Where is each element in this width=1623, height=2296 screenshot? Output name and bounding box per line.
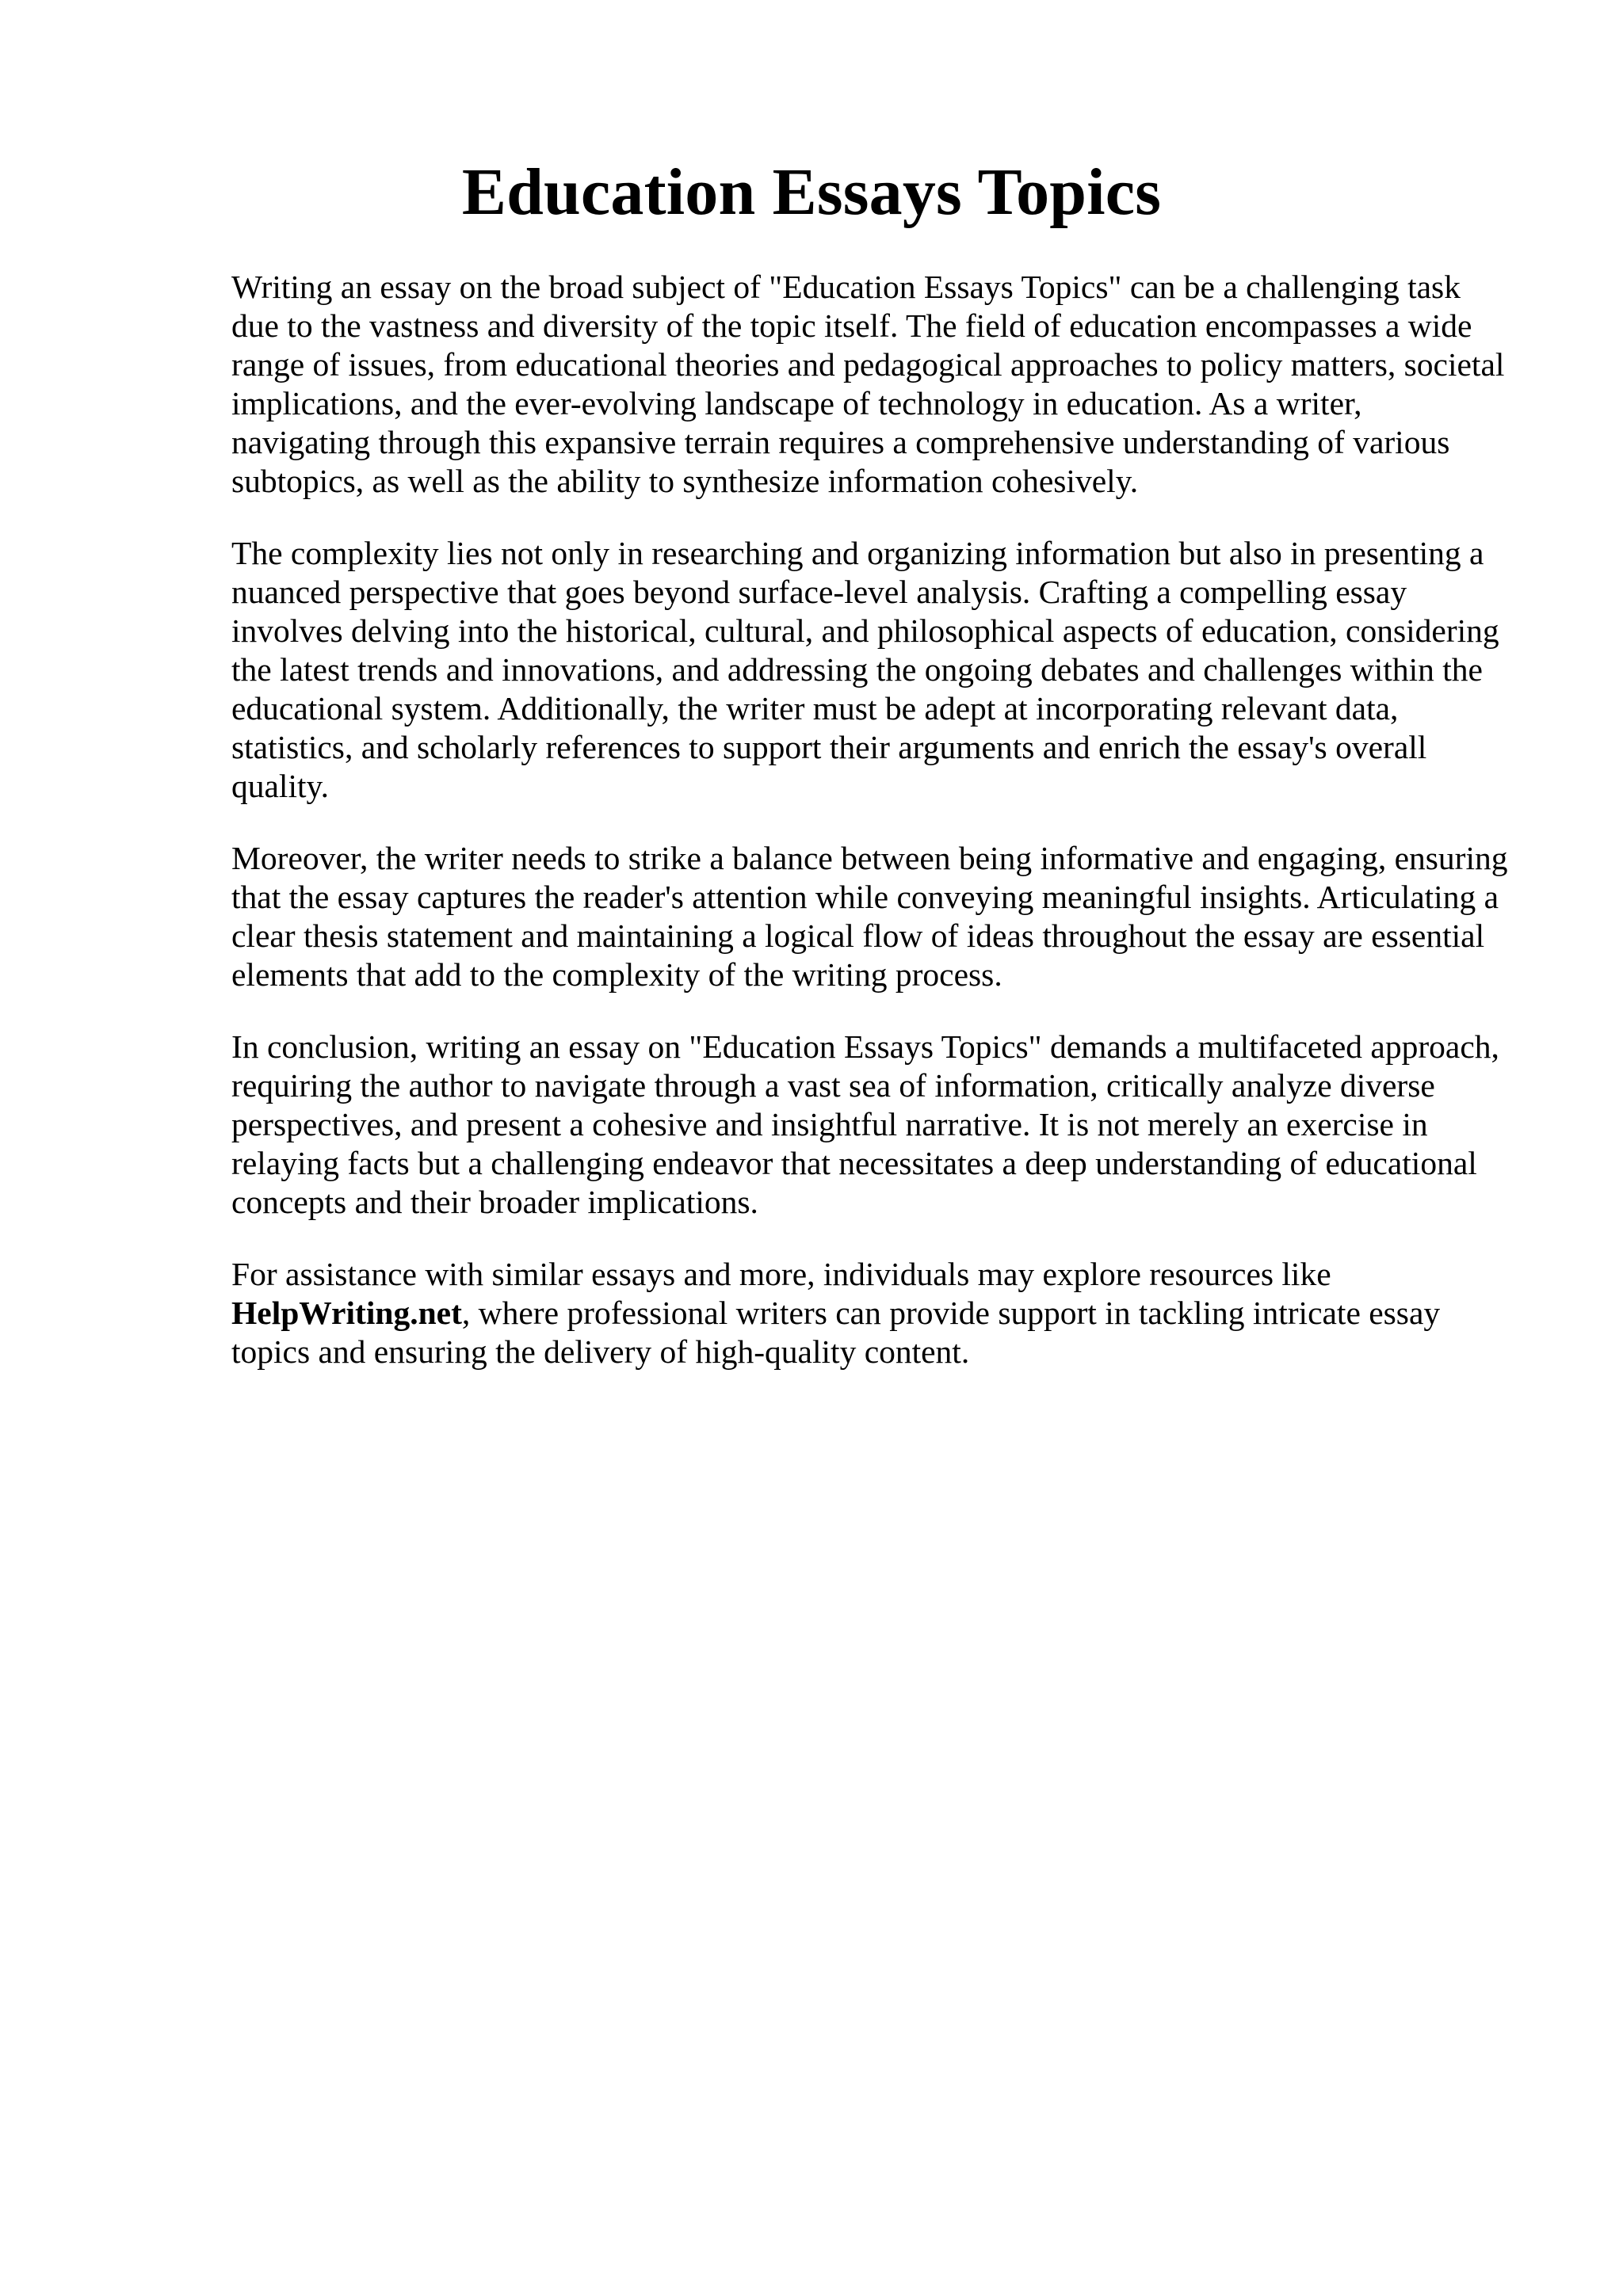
- text-line: elements that add to the complexity of the writing process.: [231, 956, 1002, 993]
- document-title: Education Essays Topics: [461, 155, 1162, 229]
- text-line: the latest trends and innovations, and addressing the ongoing debates and challenges within the: [231, 651, 1483, 688]
- paragraph-complexity: [231, 534, 1515, 806]
- document-body: [231, 268, 1515, 1405]
- text-line: topics and ensuring the delivery of high-quality content.: [231, 1333, 970, 1370]
- text-line: implications, and the ever-evolving landscape of technology in education. As a writer,: [231, 385, 1362, 421]
- text-line: statistics, and scholarly references to support their arguments and enrich the essay's overall: [231, 729, 1427, 765]
- text-line-with-link: [231, 1294, 1515, 1333]
- text-line: clear thesis statement and maintaining a logical flow of ideas throughout the essay are essential: [231, 917, 1485, 954]
- text-line: In conclusion, writing an essay on "Education Essays Topics" demands a multifaceted approach,: [231, 1028, 1499, 1065]
- text-line: nuanced perspective that goes beyond surface-level analysis. Crafting a compelling essay: [231, 574, 1407, 610]
- text-line: involves delving into the historical, cultural, and philosophical aspects of education, considering: [231, 612, 1499, 649]
- text-line: Writing an essay on the broad subject of "Education Essays Topics" can be a challenging task: [231, 269, 1461, 305]
- text-line: due to the vastness and diversity of the topic itself. The field of education encompasses a wide: [231, 307, 1472, 344]
- text-line: quality.: [231, 768, 329, 804]
- text-line: The complexity lies not only in researching and organizing information but also in presenting a: [231, 535, 1484, 571]
- text-line: For assistance with similar essays and more, individuals may explore resources like: [231, 1256, 1331, 1292]
- paragraph-conclusion: [231, 1028, 1515, 1222]
- paragraph-intro: [231, 268, 1515, 501]
- text-line: educational system. Additionally, the writer must be adept at incorporating relevant data,: [231, 690, 1399, 727]
- text-line: requiring the author to navigate through a vast sea of information, critically analyze diverse: [231, 1067, 1435, 1104]
- paragraph-balance: [231, 839, 1515, 994]
- text-line: navigating through this expansive terrain requires a comprehensive understanding of various: [231, 424, 1450, 460]
- text-line: Moreover, the writer needs to strike a balance between being informative and engaging, ensuring: [231, 840, 1508, 876]
- helpwriting-link[interactable]: HelpWriting.net: [231, 1295, 462, 1331]
- text-line: perspectives, and present a cohesive and insightful narrative. It is not merely an exercise in: [231, 1106, 1428, 1142]
- text-line: subtopics, as well as the ability to synthesize information cohesively.: [231, 463, 1139, 499]
- text-line: concepts and their broader implications.: [231, 1184, 758, 1220]
- paragraph-closing: [231, 1255, 1515, 1371]
- text-line: range of issues, from educational theories and pedagogical approaches to policy matters, societal: [231, 346, 1505, 383]
- text-fragment: , where professional writers can provide support in tackling intricate essay: [461, 1295, 1441, 1331]
- text-line: that the essay captures the reader's attention while conveying meaningful insights. Articulating a: [231, 879, 1499, 915]
- text-line: relaying facts but a challenging endeavor that necessitates a deep understanding of educational: [231, 1145, 1477, 1181]
